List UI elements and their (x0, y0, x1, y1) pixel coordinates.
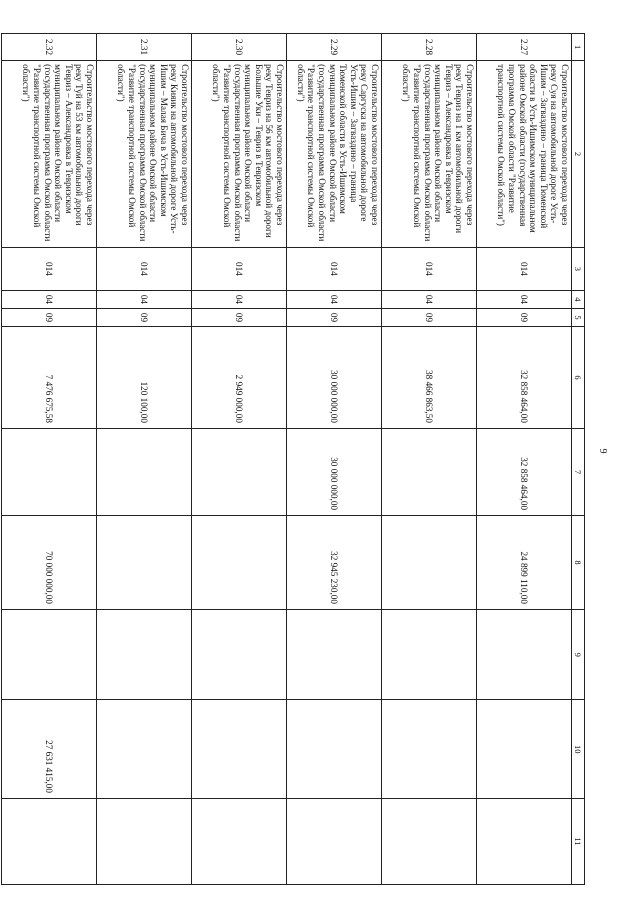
row-amount-8 (382, 516, 477, 610)
row-amount-10 (97, 700, 192, 798)
row-amount-8 (192, 516, 287, 610)
row-subsection: 09 (2, 308, 97, 326)
row-subsection: 09 (97, 308, 192, 326)
row-description: Строительство мостового перехода через реку Тевриз на 1 км автомобильной дороги Тевриз – Александровка в Тевризском муниципальном районе Омской области (государственная программа Омской области "Развитие транспортной системы Омской области") (382, 61, 477, 248)
row-amount-6: 32 858 464,00 (477, 327, 572, 429)
row-amount-9 (477, 609, 572, 700)
row-section: 04 (192, 290, 287, 308)
col-header-9: 9 (572, 609, 585, 700)
row-subsection: 09 (192, 308, 287, 326)
row-amount-10 (382, 700, 477, 798)
row-amount-7 (192, 428, 287, 515)
row-code: 014 (287, 247, 382, 290)
row-code: 014 (97, 247, 192, 290)
row-amount-7: 30 000 000,00 (287, 428, 382, 515)
row-amount-11 (97, 798, 192, 884)
row-number: 2.30 (192, 34, 287, 61)
row-description: Строительство мостового перехода через реку Суя на автомобильной дороге Усть-Ишим – Загваздино – граница Тюменской области в Усть-Ишимском муниципальном районе Омской области (государственная программа Омской области "Развитие транспортной системы Омской области") (477, 61, 572, 248)
col-header-8: 8 (572, 516, 585, 610)
row-amount-11 (382, 798, 477, 884)
row-section: 04 (97, 290, 192, 308)
row-subsection: 09 (477, 308, 572, 326)
row-amount-6: 38 466 863,50 (382, 327, 477, 429)
row-code: 014 (382, 247, 477, 290)
row-subsection: 09 (382, 308, 477, 326)
row-amount-7 (382, 428, 477, 515)
row-amount-8: 24 899 110,00 (477, 516, 572, 610)
row-amount-7 (97, 428, 192, 515)
col-header-10: 10 (572, 700, 585, 798)
row-amount-8: 32 945 230,00 (287, 516, 382, 610)
row-code: 014 (477, 247, 572, 290)
row-amount-9 (287, 609, 382, 700)
row-amount-10: 27 631 415,00 (2, 700, 97, 798)
table-row (97, 34, 192, 885)
budget-table (1, 33, 585, 885)
table-row (477, 34, 572, 885)
row-amount-6: 7 476 675,58 (2, 327, 97, 429)
row-description: Строительство мостового перехода через реку Тевриз на 56 км автомобильной дороги Большие Уки – Тевриз в Тевризском муниципальном районе Омской области (государственная программа Омской области "Развитие транспортной системы Омской области") (192, 61, 287, 248)
col-header-6: 6 (572, 327, 585, 429)
row-section: 04 (382, 290, 477, 308)
row-amount-9 (97, 609, 192, 700)
col-header-4: 4 (572, 290, 585, 308)
row-number: 2.32 (2, 34, 97, 61)
row-section: 04 (477, 290, 572, 308)
rotated-table-container (21, 33, 585, 885)
row-subsection: 09 (287, 308, 382, 326)
page-number: 9 (597, 448, 608, 454)
col-header-7: 7 (572, 428, 585, 515)
row-amount-10 (287, 700, 382, 798)
row-description: Строительство мостового перехода через реку Туй на 53 км автомобильной дороги Тевриз – Александровка в Тевризском муниципальном районе Омской области (государственная программа Омской области "Развитие транспортной системы Омской области") (2, 61, 97, 248)
row-number: 2.29 (287, 34, 382, 61)
table-row (382, 34, 477, 885)
row-amount-11 (192, 798, 287, 884)
row-amount-9 (2, 609, 97, 700)
row-code: 014 (192, 247, 287, 290)
table-row (287, 34, 382, 885)
row-description: Строительство мостового перехода через реку Саргуска на автомобильной дороге Усть-Ишим – Загваздино – граница Тюменской области в Усть-Ишимском муниципальном районе Омской области (государственная программа Омской области "Развитие транспортной системы Омской области") (287, 61, 382, 248)
row-amount-7: 32 858 464,00 (477, 428, 572, 515)
row-amount-9 (382, 609, 477, 700)
row-amount-11 (477, 798, 572, 884)
row-amount-6: 30 000 000,00 (287, 327, 382, 429)
row-amount-9 (192, 609, 287, 700)
row-amount-6: 120 100,00 (97, 327, 192, 429)
row-section: 04 (2, 290, 97, 308)
table-row (192, 34, 287, 885)
row-amount-8: 70 000 000,00 (2, 516, 97, 610)
row-amount-10 (192, 700, 287, 798)
row-amount-8 (97, 516, 192, 610)
col-header-1: 1 (572, 34, 585, 61)
row-amount-11 (287, 798, 382, 884)
row-amount-7 (2, 428, 97, 515)
col-header-5: 5 (572, 308, 585, 326)
col-header-11: 11 (572, 798, 585, 884)
row-description: Строительство мостового перехода через реку Кияик на автомобильной дороге Усть-Ишим – Малая Бича в Усть-Ишимском муниципальном районе Омской области (государственная программа Омской области "Развитие транспортной системы Омской области") (97, 61, 192, 248)
col-header-3: 3 (572, 247, 585, 290)
row-number: 2.28 (382, 34, 477, 61)
row-amount-10 (477, 700, 572, 798)
row-section: 04 (287, 290, 382, 308)
header-row (572, 34, 585, 885)
table-row (2, 34, 97, 885)
row-amount-11 (2, 798, 97, 884)
row-number: 2.31 (97, 34, 192, 61)
row-amount-6: 2 949 000,00 (192, 327, 287, 429)
col-header-2: 2 (572, 61, 585, 248)
row-number: 2.27 (477, 34, 572, 61)
row-code: 014 (2, 247, 97, 290)
